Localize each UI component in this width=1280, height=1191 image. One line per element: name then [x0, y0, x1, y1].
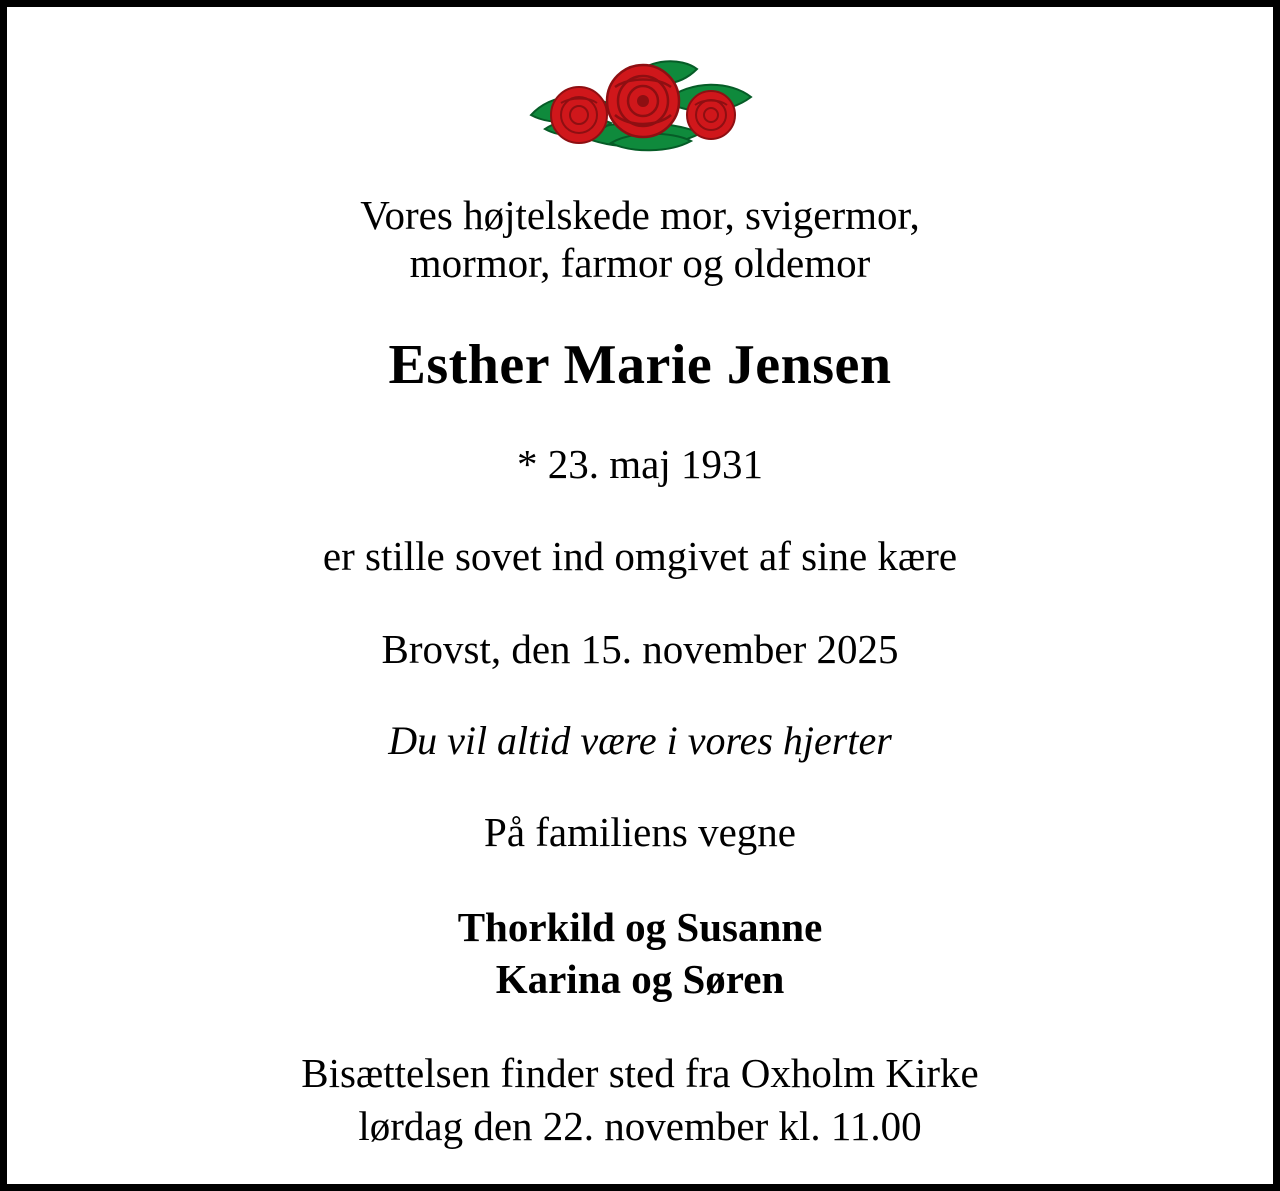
memorial-verse: Du vil altid være i vores hjerter — [388, 717, 892, 763]
funeral-details — [301, 1047, 979, 1152]
birth-date: * 23. maj 1931 — [517, 440, 763, 487]
survivors-list — [458, 901, 823, 1006]
passing-text: er stille sovet ind omgivet af sine kære — [322, 533, 958, 580]
funeral-line-2: lørdag den 22. november kl. 11.00 — [358, 1102, 922, 1149]
intro-line-2: mormor, farmor og oldemor — [409, 240, 871, 287]
roses-icon — [515, 53, 765, 163]
intro-line-1: Vores højtelskede mor, svigermor, — [360, 192, 920, 238]
intro-text — [360, 191, 920, 288]
survivors-line-2: Karina og Søren — [495, 955, 785, 1002]
survivors-line-1: Thorkild og Susanne — [457, 903, 823, 950]
on-behalf-text: På familiens vegne — [484, 809, 796, 856]
place-and-date: Brovst, den 15. november 2025 — [381, 625, 899, 672]
funeral-line-1: Bisættelsen finder sted fra Oxholm Kirke — [301, 1050, 979, 1097]
deceased-name: Esther Marie Jensen — [388, 333, 892, 396]
